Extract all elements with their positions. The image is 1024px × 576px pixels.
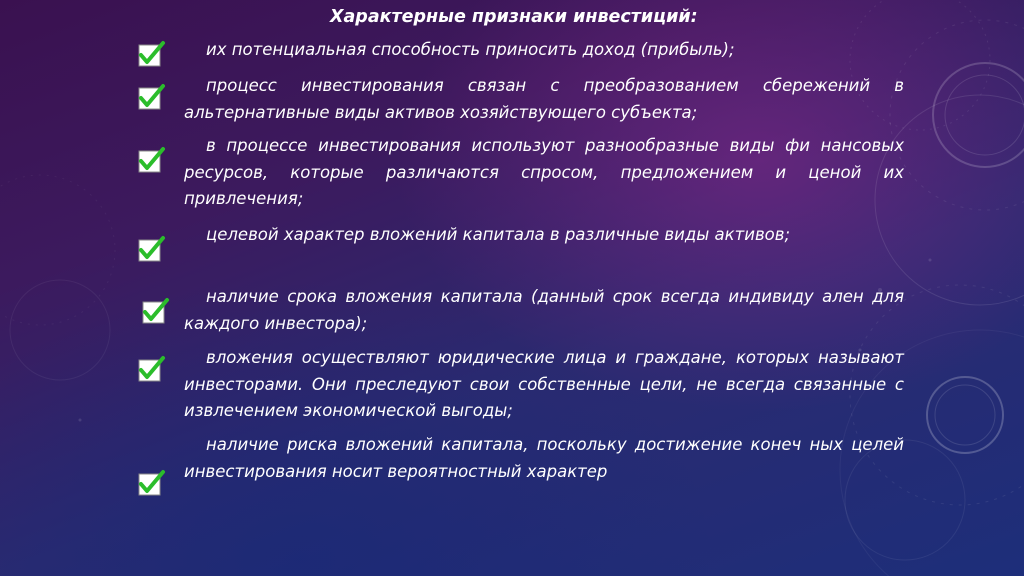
list-item: наличие срока вложения капитала (данный срок всегда индивиду ален для каждого инвестора); (184, 287, 904, 333)
list-item: наличие риска вложений капитала, поскольку достижение конеч ных целей инвестирования носит вероятностный характер (184, 435, 904, 481)
list-item: в процессе инвестирования используют разнообразные виды фи нансовых ресурсов, которые различаются спросом, предложением и ценой их привлечения; (184, 136, 904, 208)
checkmark-icon (136, 39, 166, 69)
slide-title: Характерные признаки инвестиций: (330, 7, 698, 27)
list-item: их потенциальная способность приносить доход (прибыль); (206, 40, 735, 59)
checkmark-icon (140, 296, 170, 326)
list-item: процесс инвестирования связан с преобразованием сбережений в альтернативные виды активов хозяйствующего субъекта; (184, 76, 904, 122)
checkmark-icon (136, 354, 166, 384)
checkmark-icon (136, 82, 166, 112)
checkmark-icon (136, 234, 166, 264)
list-item: вложения осуществляют юридические лица и граждане, которых называют инвесторами. Они преследуют свои собственные цели, не всегда связанные с извлечением экономической выгоды; (184, 348, 904, 420)
checkmark-icon (136, 468, 166, 498)
checkmark-icon (136, 145, 166, 175)
list-item: целевой характер вложений капитала в различные виды активов; (206, 225, 791, 244)
